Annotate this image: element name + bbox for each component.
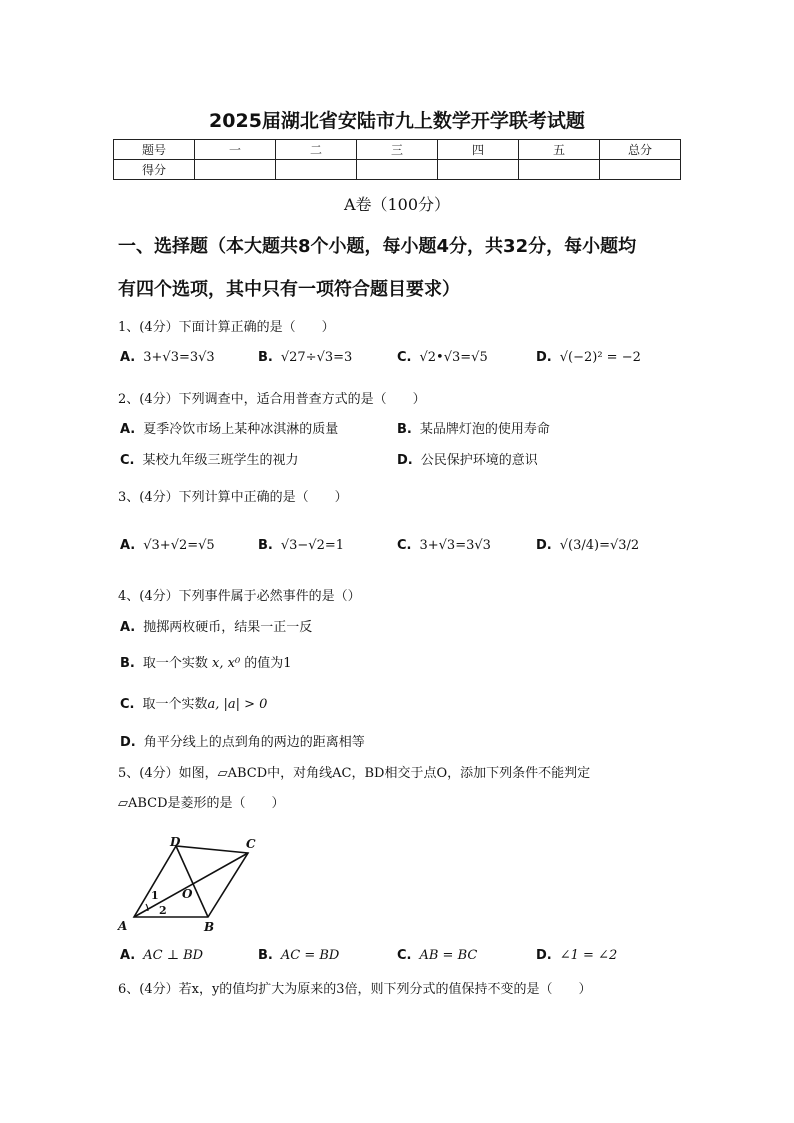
q4-option-b	[120, 652, 292, 671]
score-cell	[438, 160, 519, 180]
option-letter: A.	[120, 422, 136, 437]
option-letter: A.	[120, 948, 136, 963]
score-header-cell: 五	[519, 140, 600, 160]
q3-option-b-text: √3−√2=1	[280, 538, 345, 553]
q2-option-a	[120, 418, 338, 437]
score-header-cell: 二	[276, 140, 357, 160]
label-c: C	[246, 837, 256, 851]
option-letter: A.	[120, 350, 136, 365]
q2-option-b-text: 某品牌灯泡的使用寿命	[419, 422, 550, 437]
label-o: O	[182, 887, 193, 901]
score-cell	[600, 160, 681, 180]
label-a: A	[118, 919, 128, 933]
q3-option-d-text: √(3/4)=√3/2	[559, 538, 640, 553]
q4-option-b-math: x, x⁰	[212, 656, 241, 671]
option-letter: B.	[120, 656, 135, 671]
diagonal-bd	[176, 846, 208, 917]
q4-option-c-math: a, |a| > 0	[207, 697, 268, 712]
q3-option-c-text: 3+√3=3√3	[419, 538, 491, 553]
score-cell	[276, 160, 357, 180]
q2-option-b	[397, 418, 550, 437]
q2-option-d-text: 公民保护环境的意识	[420, 453, 538, 468]
q3-option-d	[536, 538, 639, 553]
q3-option-a-text: √3+√2=√5	[143, 538, 215, 553]
q5-option-d	[536, 948, 617, 963]
q4-option-c	[120, 693, 267, 712]
option-letter: D.	[120, 735, 136, 750]
diagonal-ac	[134, 853, 248, 917]
q4-option-b-suffix: 的值为1	[244, 656, 292, 671]
score-header-cell: 题号	[114, 140, 195, 160]
option-letter: A.	[120, 620, 136, 635]
q5-option-b-text: AC = BD	[280, 948, 340, 963]
q1-option-a-text: 3+√3=3√3	[143, 350, 215, 365]
score-cell	[519, 160, 600, 180]
q1-stem: 1、(4分）下面计算正确的是（ ）	[118, 320, 335, 335]
q2-option-a-text: 夏季冷饮市场上某种冰淇淋的质量	[143, 422, 339, 437]
score-header-cell: 四	[438, 140, 519, 160]
q2-stem: 2、(4分）下列调查中，适合用普查方式的是（ ）	[118, 392, 426, 407]
section-a-heading: A卷（100分）	[343, 195, 451, 214]
q6-stem: 6、(4分）若x，y的值均扩大为原来的3倍，则下列分式的值保持不变的是（ ）	[118, 982, 592, 997]
q1-option-a	[120, 350, 215, 365]
q3-option-b	[258, 538, 344, 553]
q1-option-d	[536, 350, 641, 365]
label-angle-2: 2	[159, 904, 167, 917]
q4-option-a	[120, 616, 312, 635]
label-d: D	[170, 835, 181, 849]
option-letter: D.	[536, 538, 552, 553]
option-letter: C.	[397, 948, 412, 963]
score-table-score-row	[114, 160, 681, 180]
q5-option-c	[397, 948, 477, 963]
option-letter: D.	[536, 948, 552, 963]
q5-option-d-text: ∠1 = ∠2	[559, 948, 618, 963]
option-letter: B.	[258, 948, 273, 963]
section1-heading-line2: 有四个选项，其中只有一项符合题目要求）	[118, 279, 460, 300]
score-table-header-row	[114, 140, 681, 160]
q4-stem: 4、(4分）下列事件属于必然事件的是（）	[118, 589, 361, 604]
score-header-cell: 总分	[600, 140, 681, 160]
label-b: B	[204, 920, 215, 934]
q1-option-c	[397, 350, 488, 365]
q5-option-c-text: AB = BC	[419, 948, 478, 963]
option-letter: B.	[258, 350, 273, 365]
score-row-label: 得分	[114, 160, 195, 180]
q3-option-a	[120, 538, 215, 553]
q2-option-c	[120, 449, 299, 468]
option-letter: C.	[397, 350, 412, 365]
q5-option-b	[258, 948, 339, 963]
parallelogram-figure	[116, 834, 266, 934]
option-letter: C.	[120, 697, 135, 712]
q4-option-b-prefix: 取一个实数	[142, 656, 208, 671]
page-title: 2025届湖北省安陆市九上数学开学联考试题	[209, 110, 585, 132]
q1-option-b	[258, 350, 352, 365]
q4-option-d	[120, 731, 365, 750]
q4-option-c-prefix: 取一个实数	[142, 697, 208, 712]
option-letter: C.	[120, 453, 135, 468]
label-angle-1: 1	[151, 889, 159, 902]
q4-option-a-text: 抛掷两枚硬币，结果一正一反	[143, 620, 313, 635]
score-cell	[357, 160, 438, 180]
q3-option-c	[397, 538, 491, 553]
q4-option-d-text: 角平分线上的点到角的两边的距离相等	[143, 735, 365, 750]
option-letter: C.	[397, 538, 412, 553]
score-cell	[195, 160, 276, 180]
q5-stem-line1: 5、(4分）如图，▱ABCD中，对角线AC，BD相交于点O，添加下列条件不能判定	[118, 766, 591, 781]
score-header-cell: 三	[357, 140, 438, 160]
q5-option-a-text: AC ⊥ BD	[143, 948, 204, 963]
parallelogram-outline	[134, 846, 248, 917]
q5-option-a	[120, 948, 203, 963]
option-letter: A.	[120, 538, 136, 553]
score-table	[113, 139, 681, 180]
q3-stem: 3、(4分）下列计算中正确的是（ ）	[118, 490, 348, 505]
section1-heading-line1: 一、选择题（本大题共8个小题，每小题4分，共32分，每小题均	[118, 236, 637, 257]
option-letter: D.	[397, 453, 413, 468]
q1-option-d-text: √(−2)² = −2	[559, 350, 641, 365]
score-header-cell: 一	[195, 140, 276, 160]
q2-option-c-text: 某校九年级三班学生的视力	[142, 453, 299, 468]
q1-option-c-text: √2•√3=√5	[419, 350, 488, 365]
q1-option-b-text: √27÷√3=3	[280, 350, 353, 365]
option-letter: D.	[536, 350, 552, 365]
option-letter: B.	[397, 422, 412, 437]
q5-stem-line2: ▱ABCD是菱形的是（ ）	[118, 796, 285, 811]
option-letter: B.	[258, 538, 273, 553]
q2-option-d	[397, 449, 538, 468]
